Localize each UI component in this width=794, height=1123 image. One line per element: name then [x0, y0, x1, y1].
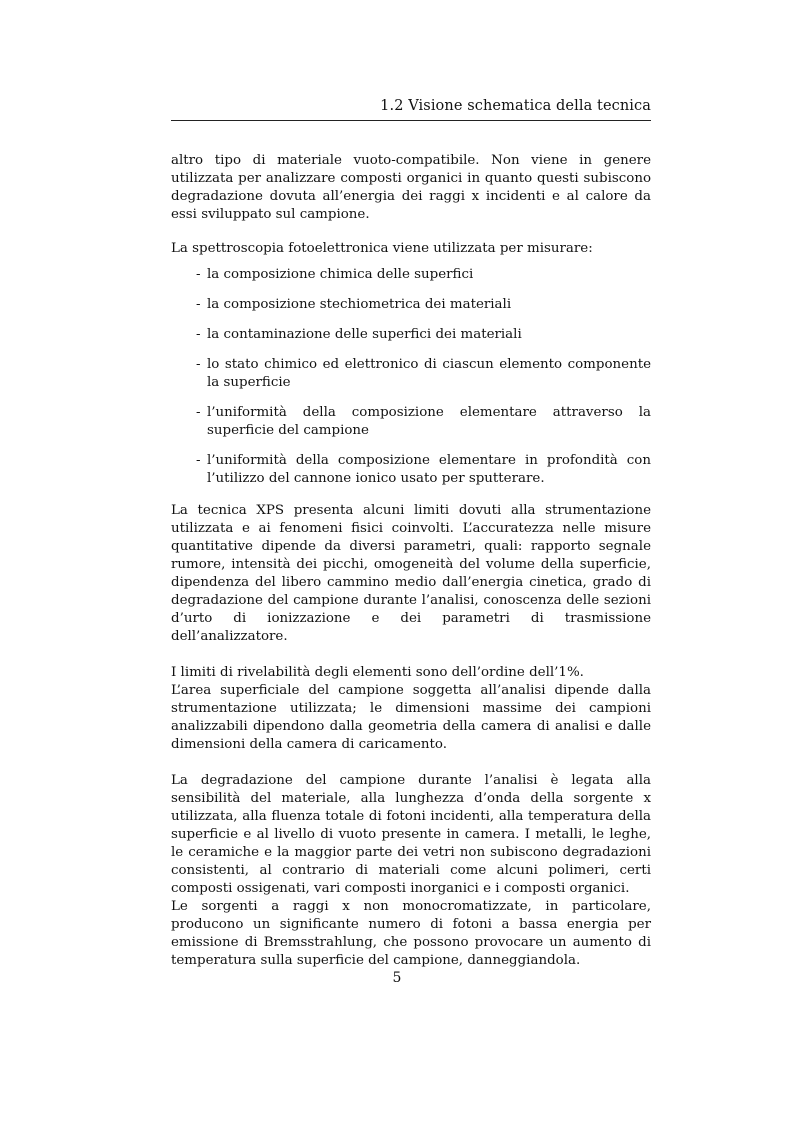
paragraph-detection-limits: I limiti di rivelabilità degli elementi sono dell’ordine dell’1%. [171, 665, 584, 680]
list-item [171, 356, 651, 392]
list-item-text: l’uniformità della composizione elementare in profondità con l’utilizzo del cannone ionico usato per sputterare. [207, 453, 651, 486]
list-item [171, 452, 651, 488]
paragraph-x-ray-sources: Le sorgenti a raggi x non monocromatizzate, in particolare, producono un significante numero di fotoni a bassa energia per emissione di Bremsstrahlung, che possono provocare un aumento di temperatura sulla superficie del campione, danneggiandola. [171, 899, 651, 968]
list-item-text: la contaminazione delle superfici dei materiali [207, 327, 522, 342]
bullet-dash: - [196, 453, 201, 468]
bullet-dash: - [196, 327, 201, 342]
list-item [171, 326, 651, 344]
paragraph-surface-area: L’area superficiale del campione soggetta all’analisi dipende dalla strumentazione utilizzata; le dimensioni massime dei campioni analizzabili dipendono dalla geometria della camera di analisi e dalle dimensioni della camera di caricamento. [171, 683, 651, 752]
list-item-text: l’uniformità della composizione elementare attraverso la superficie del campione [207, 405, 651, 438]
paragraph-xps-limits: La tecnica XPS presenta alcuni limiti dovuti alla strumentazione utilizzata e ai fenomeni fisici coinvolti. L’accuratezza nelle misure quantitative dipende da diversi parametri, quali: rapporto segnale rumore, intensità dei picchi, omogeneità del volume della superficie, dipendenza del libero cammino medio dall’energia cinetica, grado di degradazione del campione durante l’analisi, conoscenza delle sezioni d’urto di ionizzazione e dei parametri di trasmissione dell’analizzatore. [171, 503, 651, 644]
list-item-text: la composizione stechiometrica dei materiali [207, 297, 512, 312]
paragraph-sample-degradation: La degradazione del campione durante l’analisi è legata alla sensibilità del materiale, alla lunghezza d’onda della sorgente x utilizzata, alla fluenza totale di fotoni incidenti, alla temperatura della superficie e al livello di vuoto presente in camera. I metalli, le leghe, le ceramiche e la maggior parte dei vetri non subiscono degradazioni consistenti, al contrario di materiali come alcuni polimeri, certi composti ossigenati, vari composti inorganici e i composti organici. [171, 773, 651, 896]
bullet-dash: - [196, 357, 201, 372]
paragraph-continuation: altro tipo di materiale vuoto-compatibile. Non viene in genere utilizzata per analizzare composti organici in quanto questi subiscono degradazione dovuta all’energia dei raggi x incidenti e al calore da essi sviluppato sul campione. [171, 153, 651, 222]
list-item [171, 404, 651, 440]
list-item [171, 266, 651, 284]
running-header: 1.2 Visione schematica della tecnica [380, 98, 651, 114]
bullet-dash: - [196, 405, 201, 420]
paragraph-list-intro: La spettroscopia fotoelettronica viene utilizzata per misurare: [171, 241, 593, 256]
list-item-text: la composizione chimica delle superfici [207, 267, 474, 282]
header-rule [171, 120, 651, 121]
list-item-text: lo stato chimico ed elettronico di ciascun elemento componente la superficie [207, 357, 651, 390]
bullet-dash: - [196, 297, 201, 312]
measurement-list [171, 266, 651, 488]
bullet-dash: - [196, 267, 201, 282]
list-item [171, 296, 651, 314]
page-body [171, 152, 651, 970]
page-number: 5 [392, 970, 402, 986]
